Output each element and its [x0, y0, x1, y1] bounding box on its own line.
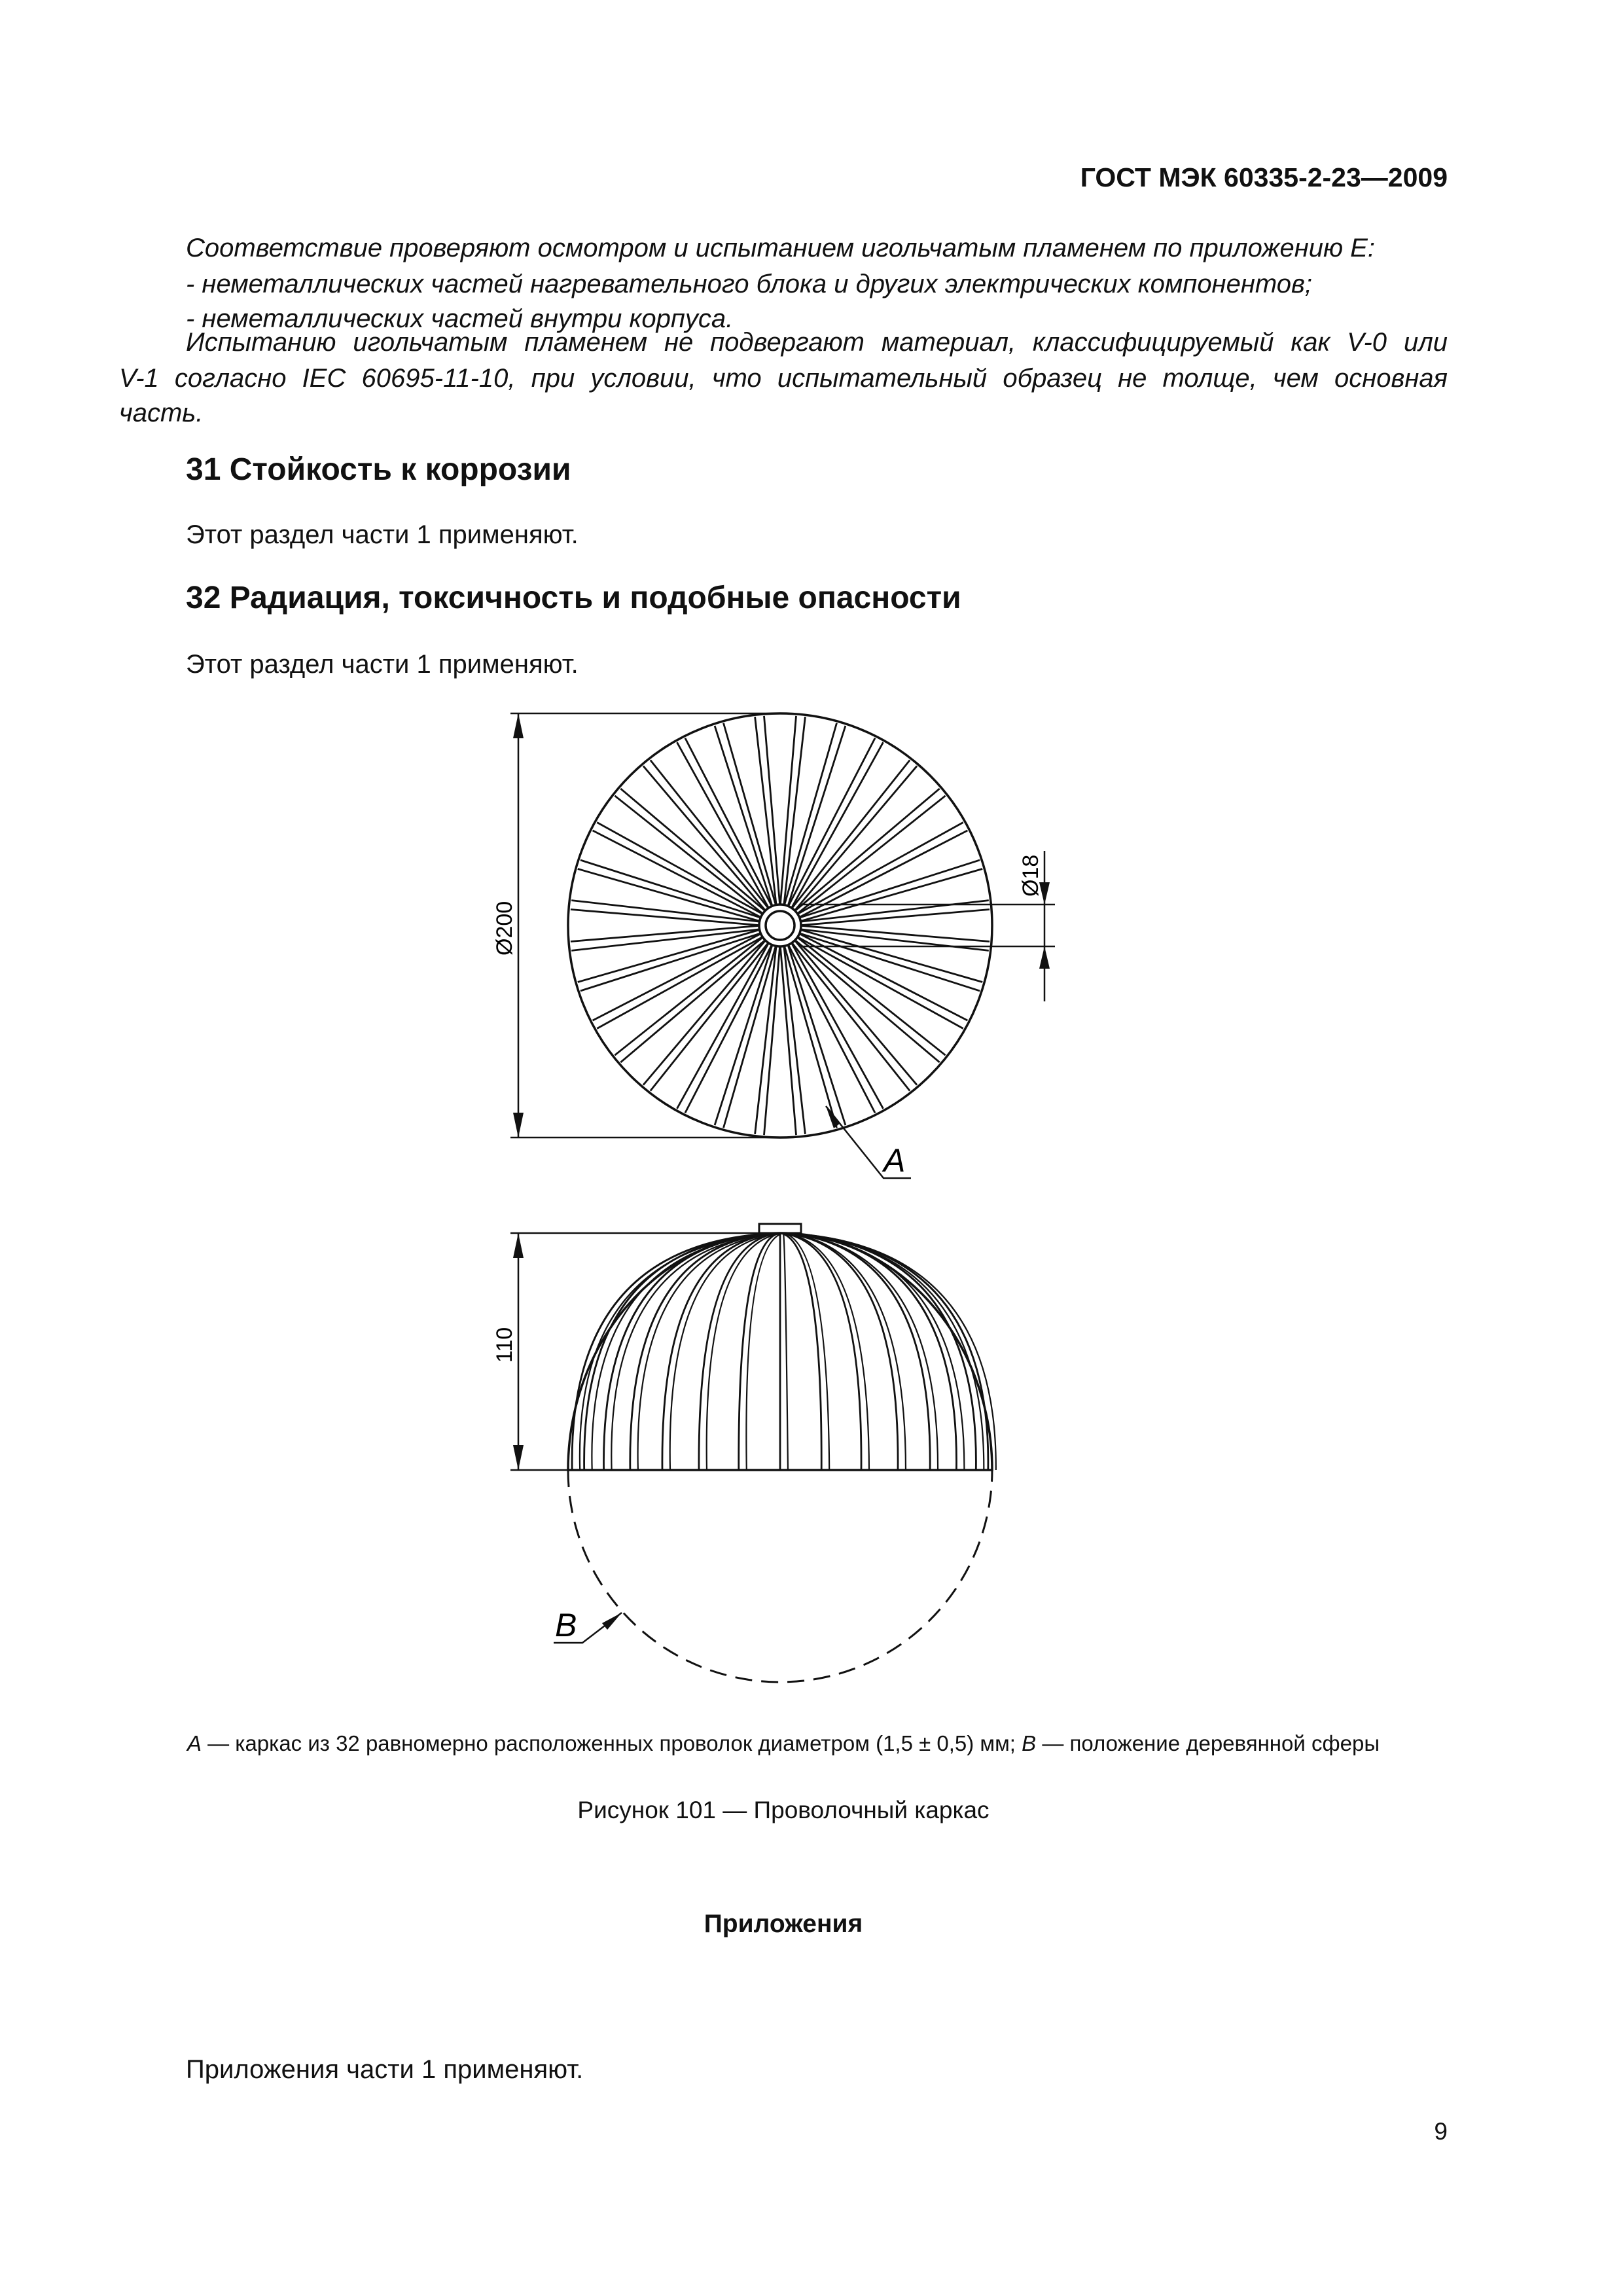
figure-legend — [119, 1731, 1448, 1756]
section-32-text: Этот раздел части 1 применяют. — [186, 650, 579, 679]
standard-designation: ГОСТ МЭК 60335-2-23—2009 — [1080, 162, 1448, 192]
top-view-hub-inner — [766, 911, 794, 940]
wire-rib — [783, 1233, 984, 1470]
compliance-line-3: - неметаллических частей внутри корпуса. — [186, 304, 734, 333]
wire-rib — [780, 1233, 898, 1470]
wire-rib — [783, 1233, 829, 1470]
exemption-line-1: Испытанию игольчатым пламенем не подвергают материал, классифицируемый как V-0 или — [186, 328, 1448, 357]
wire-rib — [780, 1233, 988, 1470]
compliance-line-2: - неметаллических частей нагревательного блока и других электрических компонентов; — [186, 270, 1312, 298]
wire-rib — [746, 1233, 783, 1470]
side-view-wires — [572, 1233, 996, 1470]
section-31-heading: 31 Стойкость к коррозии — [186, 452, 571, 487]
exemption-line-3: часть. — [119, 399, 204, 427]
figure-caption: Рисунок 101 — Проволочный каркас — [577, 1797, 990, 1823]
wire-rib — [662, 1233, 780, 1470]
figure-label-b: B — [555, 1607, 577, 1643]
annexes-text: Приложения части 1 применяют. — [186, 2055, 584, 2084]
legend-key-b: B — [1022, 1731, 1037, 1755]
wire-rib — [580, 1233, 783, 1470]
section-31-text: Этот раздел части 1 применяют. — [186, 520, 579, 549]
exemption-line-2: V-1 согласно IEC 60695-11-10, при условии, что испытательный образец не толще, чем основная — [119, 364, 1448, 393]
section-32-heading: 32 Радиация, токсичность и подобные опасности — [186, 581, 961, 615]
side-view-cap — [759, 1224, 801, 1233]
diameter-dimension-label: Ø200 — [492, 901, 517, 956]
wire-rib — [783, 1233, 788, 1470]
legend-text-a: — каркас из 32 равномерно расположенных проволок диаметром (1,5 ± 0,5) мм; — [201, 1731, 1022, 1755]
wire-rib — [707, 1233, 783, 1470]
height-dimension-label: 110 — [492, 1327, 517, 1363]
hub-dimension-label: Ø18 — [1018, 854, 1043, 897]
wooden-sphere-outline — [568, 1470, 992, 1682]
compliance-line-1: Соответствие проверяют осмотром и испытанием игольчатым пламенем по приложению E: — [186, 234, 1375, 262]
legend-text-b: — положение деревянной сферы — [1036, 1731, 1380, 1755]
figure-label-a: A — [883, 1142, 906, 1179]
top-view-wires — [571, 716, 990, 1135]
page-number: 9 — [1434, 2118, 1448, 2145]
top-view-outer-circle — [568, 713, 992, 1138]
legend-key-a: A — [187, 1731, 202, 1755]
annexes-heading: Приложения — [704, 1910, 863, 1938]
wire-rib — [584, 1233, 780, 1470]
wire-rib — [611, 1233, 783, 1470]
